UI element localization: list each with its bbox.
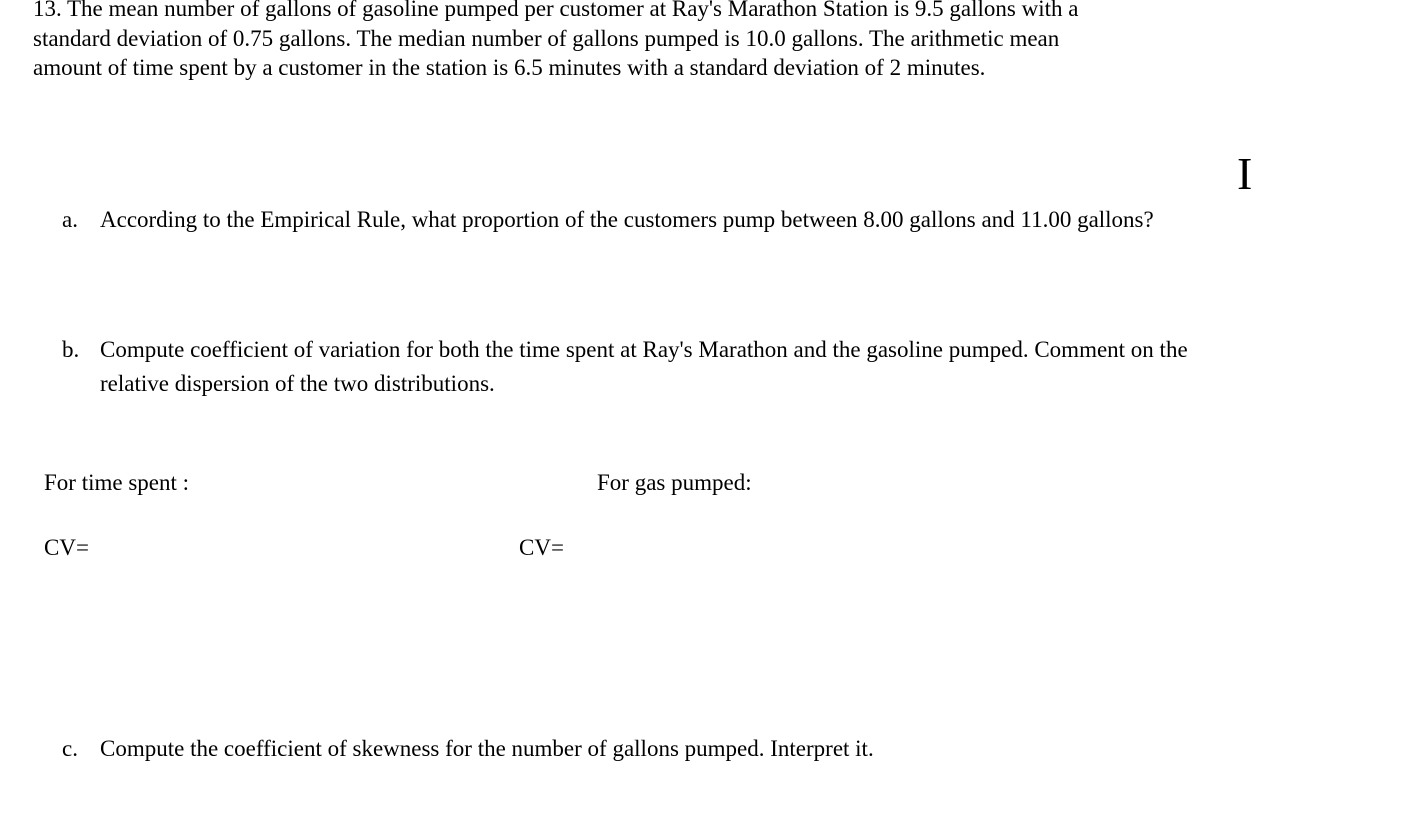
part-c-label: c. bbox=[62, 736, 78, 761]
cv-time-label: CV= bbox=[44, 535, 89, 560]
part-b-label: b. bbox=[62, 337, 80, 362]
part-a-text: According to the Empirical Rule, what proportion of the customers pump between 8.00 gallons and 11.00 gallons? bbox=[100, 207, 1154, 232]
problem-number: 13. bbox=[33, 0, 62, 21]
question-part-c bbox=[62, 732, 1262, 766]
problem-statement bbox=[33, 0, 1093, 83]
question-part-b bbox=[62, 333, 1262, 400]
gas-pumped-label: For gas pumped: bbox=[597, 470, 752, 495]
question-part-a bbox=[62, 203, 1222, 237]
part-a-label: a. bbox=[62, 207, 78, 232]
time-spent-label: For time spent : bbox=[44, 470, 190, 495]
problem-text: The mean number of gallons of gasoline pumped per customer at Ray's Marathon Station is 9.5 gallons with a standard deviation of 0.75 gallons. The median number of gallons pumped is 10.0 gallons. The arithmetic mean amount of time spent by a customer in the station is 6.5 minutes with a standard deviation of 2 minutes. bbox=[33, 0, 1079, 81]
part-b-text: Compute coefficient of variation for both the time spent at Ray's Marathon and the gasoline pumped. Comment on the relative dispersion of the two distributions. bbox=[100, 337, 1188, 396]
cv-gas-label: CV= bbox=[519, 535, 564, 560]
part-c-text: Compute the coefficient of skewness for the number of gallons pumped. Interpret it. bbox=[100, 736, 874, 761]
text-cursor-icon: I bbox=[1237, 148, 1253, 199]
